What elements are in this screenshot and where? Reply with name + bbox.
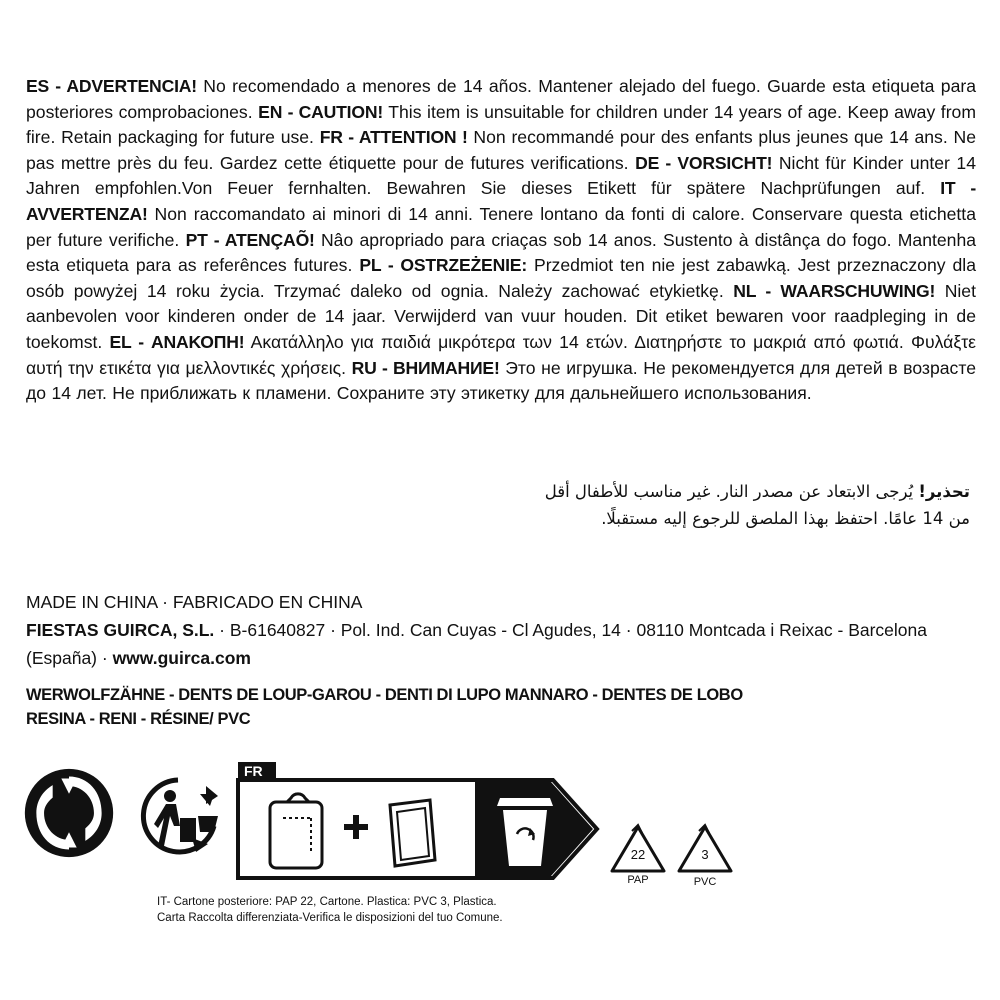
warning-text-pt: Nâo apropriado para criaças sob 14 anos. Sustento à distânça do fogo. Mantenha esta etiqueta para as referênces futures. [26, 229, 977, 276]
warning-lead-nl: NL - WAARSCHUWING! [733, 280, 936, 301]
warning-lead-es: ES - ADVERTENCIA! [26, 76, 197, 96]
recycling-caption-line-2: Carta Raccolta differenziata-Verifica le disposizioni del tuo Comune. [157, 912, 503, 924]
warning-text-pl: Przedmiot ten nie jest zabawką. Jest przeznaczony dla osób powyżej 14 roku życia. Trzymać daleko od ognia. Należy zachować etykietkę. [26, 255, 976, 301]
recycling-caption [157, 894, 857, 926]
warning-text-it: Non raccomandato ai minori di 14 anni. Tenere lontano da fonti di calore. Conservare questa etichetta per future verifiche. [26, 203, 976, 250]
company-website: www.guirca.com [112, 648, 251, 668]
pap-label: PAP [627, 874, 649, 886]
warning-text-en: This item is unsuitable for children under 14 years of age. Keep away from fire. Retain packaging for future use. [26, 101, 976, 148]
warning-lead-de: DE - VORSICHT! [635, 152, 773, 173]
triman-info-block [235, 760, 600, 882]
product-names-line-1: WERWOLFZÄHNE - DENTS DE LOUP-GAROU - DENTI DI LUPO MANNARO - DENTES DE LOBO [26, 686, 743, 704]
warning-lead-pt: PT - ATENÇAÕ! [185, 229, 315, 250]
warning-lead-el: EL - ΑΝΑΚΟΠΗ! [109, 331, 245, 352]
warning-lead-fr: FR - ATTENTION ! [319, 127, 468, 148]
warning-text-ar-1: يُرجى الابتعاد عن مصدر النار. غير مناسب للأطفال أقل [544, 482, 919, 501]
pap-code: 22 [630, 847, 646, 862]
warning-text-fr: Non recommandé pour des enfants plus jeunes que 14 ans. Ne pas mettre près du feu. Gardez cette étiquette pour de futures verifications. [26, 127, 976, 173]
pvc-recycle-triangle-icon [675, 823, 735, 875]
tidyman-recycle-icon [140, 776, 224, 856]
warning-lead-ru: RU - ВНИМАНИЕ! [351, 357, 500, 378]
pvc-code: 3 [701, 847, 709, 862]
warning-text-es: No recomendado a menores de 14 años. Mantener alejado del fuego. Guarde esta etiqueta para posteriores comprobaciones. [26, 76, 976, 122]
warning-lead-ar: تحذير! [918, 482, 970, 501]
warning-lead-it: IT - AVVERTENZA! [26, 178, 976, 224]
manufacturer-block [26, 588, 976, 672]
origin-line: MADE IN CHINA · FABRICADO EN CHINA [26, 592, 363, 612]
warning-text-de: Nicht für Kinder unter 14 Jahren empfohlen.Von Feuer fernhalten. Bewahren Sie dieses Etikett für spätere Nachprüfungen auf. [26, 152, 976, 199]
pvc-label: PVC [693, 876, 717, 888]
green-dot-icon [21, 765, 117, 861]
warning-text-ru: Это не игрушка. Не рекомендуется для детей в возрасте до 14 лет. Не приближать к пламени. Сохраните эту этикетку для дальнейшего использования. [26, 357, 977, 404]
triman-tab-label: FR [244, 763, 263, 779]
warning-lead-en: EN - CAUTION! [258, 101, 383, 122]
warning-lead-pl: PL - OSTRZEŻENIE: [359, 255, 527, 276]
product-names [26, 683, 976, 731]
warning-paragraph [26, 74, 976, 407]
company-address-text: · B-61640827 · Pol. Ind. Can Cuyas - Cl Agudes, 14 · 08110 Montcada i Reixac - Barcelona (España) · [26, 620, 928, 668]
warning-text-ar-2: من 14 عامًا. احتفظ بهذا الملصق للرجوع إليه مستقبلًا. [601, 509, 970, 528]
company-address [26, 616, 976, 672]
recycling-caption-line-1: IT- Cartone posteriore: PAP 22, Cartone. Plastica: PVC 3, Plastica. [157, 896, 497, 908]
warning-text-nl: Niet aanbevolen voor kinderen onder de 14 jaar. Verwijderd van vuur houden. Dit etiket bewaren voor raadpleging in de toekomst. [26, 280, 976, 352]
product-materials-line: RESINA - RENI - RÉSINE/ PVC [26, 710, 251, 728]
arabic-line-1 [370, 478, 970, 505]
warning-arabic [370, 478, 970, 532]
warning-text-el: Ακατάλληλο για παιδιά μικρότερα των 14 ετών. Διατηρήστε το μακριά από φωτιά. Φυλάξτε αυτή την ετικέτα για μελλοντικές χρήσεις. [26, 331, 976, 378]
pap-recycle-triangle-icon [608, 823, 668, 875]
company-name: FIESTAS GUIRCA, S.L. [26, 620, 215, 640]
